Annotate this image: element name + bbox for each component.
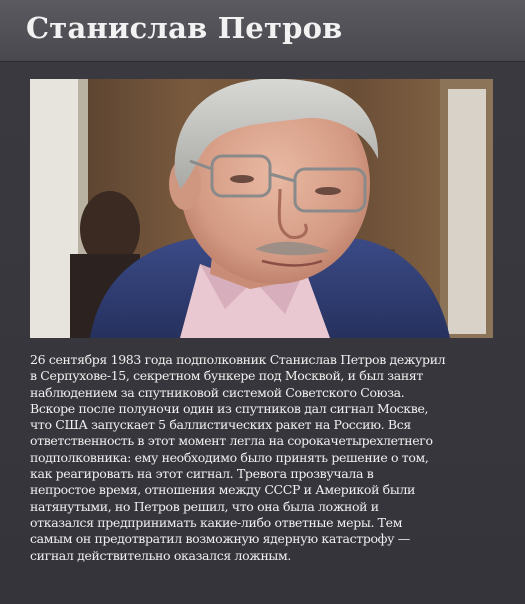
article-line: ответственность в этот момент легла на сорокачетырехлетнего — [30, 433, 433, 449]
page-title: Станислав Петров — [26, 11, 343, 45]
article-line: что США запускает 5 баллистических ракет на Россию. Вся — [30, 417, 411, 433]
portrait-photo — [30, 79, 493, 338]
article-line: подполковника: ему необходимо было принять решение о том, — [30, 449, 429, 465]
article-line: самым он предотвратил возможную ядерную катастрофу — — [30, 531, 410, 547]
article-line: 26 сентября 1983 года подполковник Станислав Петров дежурил — [30, 352, 446, 367]
article-line: отказался предпринимать какие-либо ответные меры. Тем — [30, 514, 403, 530]
header-bar — [0, 0, 525, 62]
article-line: сигнал действительно оказался ложным. — [30, 547, 292, 563]
article-line: Вскоре после полуночи один из спутников дал сигнал Москве, — [30, 400, 429, 416]
article-line: натянутыми, но Петров решил, что она была ложной и — [30, 498, 379, 514]
article-line: непростое время, отношения между СССР и Америкой были — [30, 482, 416, 498]
article-line: как реагировать на этот сигнал. Тревога прозвучала в — [30, 466, 374, 482]
article-line: в Серпухове-15, секретном бункере под Москвой, и был занят — [30, 368, 423, 384]
article-text — [30, 352, 498, 564]
article-line: наблюдением за спутниковой системой Советского Союза. — [30, 384, 405, 400]
